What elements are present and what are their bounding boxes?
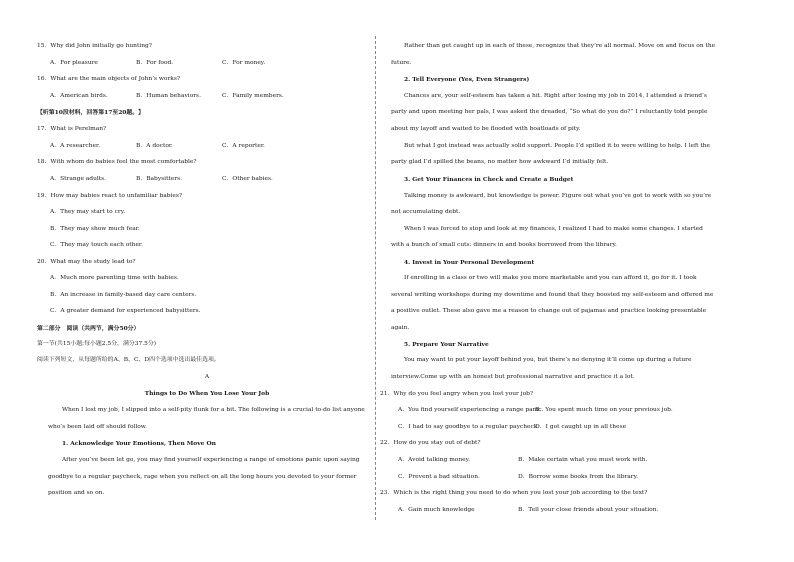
q23-option-a[interactable]: A．Gain much knowledge bbox=[398, 507, 475, 513]
q17-option-b[interactable]: B．A doctor. bbox=[136, 143, 173, 149]
passage-paragraph-line: a positive outlet. These also gave me a reason to change out of pajamas and practice looking presentable bbox=[391, 308, 707, 314]
passage-paragraph-line: again. bbox=[391, 325, 410, 331]
q17-stem: 17．What is Perelman? bbox=[37, 126, 107, 132]
q22-option-a[interactable]: A．Avoid talking money. bbox=[398, 457, 471, 463]
q17-option-a[interactable]: A．A researcher. bbox=[50, 143, 101, 149]
q15-stem: 15．Why did John initially go hunting? bbox=[37, 43, 152, 49]
q18-stem: 18．With whom do babies feel the most comfortable? bbox=[37, 159, 197, 165]
passage-subheading-4: 4. Invest in Your Personal Development bbox=[404, 259, 535, 266]
passage-paragraph-line: But what I got instead was actually solid support. People I’d spilled it to were willing to help. I left the bbox=[404, 143, 711, 149]
reading-instruction: 阅读下列短文，从每题所给的A、B、C、D四个选项中选出最佳选项。 bbox=[37, 357, 220, 363]
q16-option-c[interactable]: C．Family members. bbox=[222, 93, 284, 99]
passage-subheading-5: 5. Prepare Your Narrative bbox=[404, 341, 489, 348]
q16-option-a[interactable]: A．American birds. bbox=[50, 93, 108, 99]
q22-stem: 22．How do you stay out of debt? bbox=[380, 440, 481, 446]
q18-option-a[interactable]: A．Strange adults. bbox=[50, 176, 107, 182]
q21-option-b[interactable]: B．You spent much time on your previous job. bbox=[535, 407, 673, 413]
part2-heading: 第二部分 阅读（共两节，满分50分） bbox=[37, 325, 140, 332]
q20-option-a[interactable]: A．Much more parenting time with babies. bbox=[50, 275, 179, 281]
passage-subheading-1: 1. Acknowledge Your Emotions, Then Move On bbox=[62, 440, 216, 447]
q22-option-b[interactable]: B．Make certain what you must work with. bbox=[518, 457, 648, 463]
passage-paragraph-line: party and upon meeting her pals, I was asked the dreaded, “So what do you do?” I reluctantly told people bbox=[391, 109, 708, 115]
passage-paragraph-line: with a bunch of small cuts: dinners in and books borrowed from the library. bbox=[391, 242, 617, 248]
passage-paragraph-line: Rather than get caught up in each of these, recognize that they’re all normal. Move on and focus on the bbox=[404, 43, 716, 49]
passage-paragraph-line: about my layoff and waited to be flooded with boatloads of pity. bbox=[391, 126, 581, 132]
passage-subheading-2: 2. Tell Everyone (Yes, Even Strangers) bbox=[404, 76, 530, 83]
passage-paragraph-line: future. bbox=[391, 60, 412, 66]
q20-option-b[interactable]: B．An increase in family-based day care centers. bbox=[50, 292, 197, 298]
q16-stem: 16．What are the main objects of John’s works? bbox=[37, 76, 181, 82]
q21-option-c[interactable]: C．I had to say goodbye to a regular paycheck bbox=[398, 424, 538, 430]
q21-stem: 21．Why do you feel angry when you lost your job? bbox=[380, 391, 534, 397]
q21-option-a[interactable]: A．You find yourself experiencing a range panic. bbox=[398, 407, 544, 413]
q21-option-d[interactable]: D．I got caught up in all these bbox=[535, 424, 627, 430]
passage-paragraph-line: Chances are, your self-esteem has taken a hit. Right after losing my job in 2014, I attended a friend’s bbox=[404, 93, 707, 99]
passage-paragraph-line: If enrolling in a class or two will make you more marketable and you can afford it, go for it. I took bbox=[404, 275, 697, 281]
passage-paragraph-line: interview.Come up with an honest but professional narrative and practice it a lot. bbox=[391, 374, 635, 380]
passage-paragraph-line: party glad I’d spilled the beans, no matter how awkward I’d initially felt. bbox=[391, 159, 609, 165]
q20-stem: 20．What may the study lead to? bbox=[37, 259, 136, 265]
passage-paragraph-line: After you’ve been let go, you may find yourself experiencing a range of emotions panic upon saying bbox=[62, 457, 360, 463]
q19-stem: 19．How may babies react to unfamiliar babies? bbox=[37, 193, 183, 199]
passage-paragraph-line: goodbye to a regular paycheck, rage when you reflect on all the long hours you devoted to your former bbox=[48, 474, 357, 480]
passage-title: Things to Do When You Lose Your Job bbox=[144, 390, 270, 397]
passage-paragraph-line: not accumulating debt. bbox=[391, 209, 461, 215]
passage-paragraph-line: position and so on. bbox=[48, 490, 105, 496]
q20-option-c[interactable]: C．A greater demand for experienced babysitters. bbox=[50, 308, 201, 314]
q18-option-b[interactable]: B．Babysitters. bbox=[136, 176, 182, 182]
q23-option-b[interactable]: B．Tell your close friends about your situation. bbox=[518, 507, 659, 513]
listening-section-note: 【听第10段材料，回答第17至20题。】 bbox=[37, 109, 145, 116]
part2-section1-heading: 第一节(共15小题;每小题2.5分，满分37.5分) bbox=[37, 341, 157, 347]
passage-subheading-3: 3. Get Your Finances in Check and Create a Budget bbox=[404, 176, 574, 183]
column-divider bbox=[375, 36, 376, 520]
q15-option-c[interactable]: C．For money. bbox=[222, 60, 266, 66]
passage-paragraph-line: When I was forced to stop and look at my finances, I realized I had to make some changes. I started bbox=[404, 226, 703, 232]
q23-stem: 23．Which is the right thing you need to do when you lost your job according to the text? bbox=[380, 490, 648, 496]
passage-paragraph-line: You may want to put your layoff behind you, but there’s no denying it’ll come up during a future bbox=[404, 357, 692, 363]
q19-option-b[interactable]: B．They may show much fear. bbox=[50, 226, 140, 232]
passage-letter: A bbox=[204, 374, 210, 380]
q16-option-b[interactable]: B．Human behaviors. bbox=[136, 93, 201, 99]
passage-intro-line: When I lost my job, I slipped into a self-pity flunk for a bit. The following is a crucial to-do list anyone bbox=[62, 407, 365, 413]
q18-option-c[interactable]: C．Other babies. bbox=[222, 176, 273, 182]
q19-option-a[interactable]: A．They may start to cry. bbox=[50, 209, 126, 215]
passage-paragraph-line: several writing workshops during my downtime and found that they boosted my self-esteem and offered me bbox=[391, 292, 714, 298]
passage-paragraph-line: Talking money is awkward, but knowledge is power. Figure out what you’ve got to work with so you’re bbox=[404, 193, 712, 199]
q17-option-c[interactable]: C．A reporter. bbox=[222, 143, 265, 149]
q19-option-c[interactable]: C．They may touch each other. bbox=[50, 242, 143, 248]
q22-option-c[interactable]: C．Prevent a bad situation. bbox=[398, 474, 480, 480]
q22-option-d[interactable]: D．Borrow some books from the library. bbox=[518, 474, 639, 480]
q15-option-a[interactable]: A．For pleasure bbox=[50, 60, 98, 66]
q15-option-b[interactable]: B．For food. bbox=[136, 60, 174, 66]
passage-intro-line: who’s been laid off should follow. bbox=[48, 424, 148, 430]
